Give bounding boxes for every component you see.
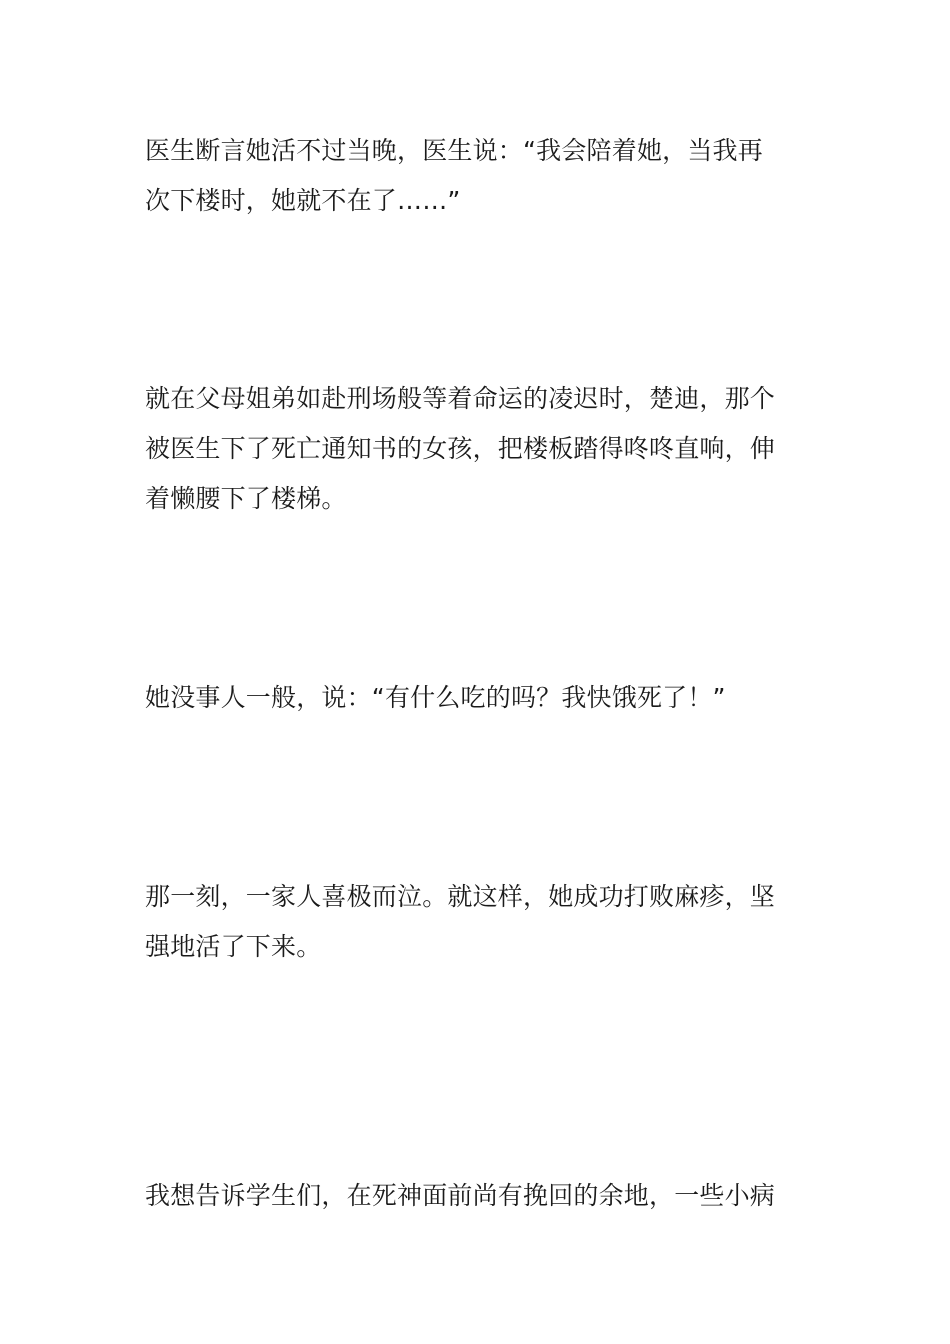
text-line: 我想告诉学生们，在死神面前尚有挽回的余地，一些小病 bbox=[145, 1181, 776, 1210]
text-line: 医生断言她活不过当晚，医生说：“我会陪着她，当我再 bbox=[145, 136, 763, 165]
text-line: 那一刻，一家人喜极而泣。就这样，她成功打败麻疹，坚 bbox=[145, 882, 776, 911]
text-line: 她没事人一般，说：“有什么吃的吗？我快饿死了！” bbox=[145, 683, 726, 712]
text-line: 着懒腰下了楼梯。 bbox=[145, 484, 347, 513]
text-line: 就在父母姐弟如赴刑场般等着命运的凌迟时，楚迪，那个 bbox=[145, 384, 776, 413]
paragraph-girl-asks-for-food bbox=[145, 673, 810, 723]
paragraph-message-to-students bbox=[145, 1171, 810, 1221]
paragraph-family-rejoices bbox=[145, 872, 810, 972]
paragraph-doctor-prediction bbox=[145, 126, 810, 226]
text-line: 次下楼时，她就不在了……” bbox=[145, 186, 461, 215]
text-line: 被医生下了死亡通知书的女孩，把楼板踏得咚咚直响，伸 bbox=[145, 434, 776, 463]
paragraph-girl-comes-downstairs bbox=[145, 374, 810, 524]
text-line: 强地活了下来。 bbox=[145, 932, 322, 961]
